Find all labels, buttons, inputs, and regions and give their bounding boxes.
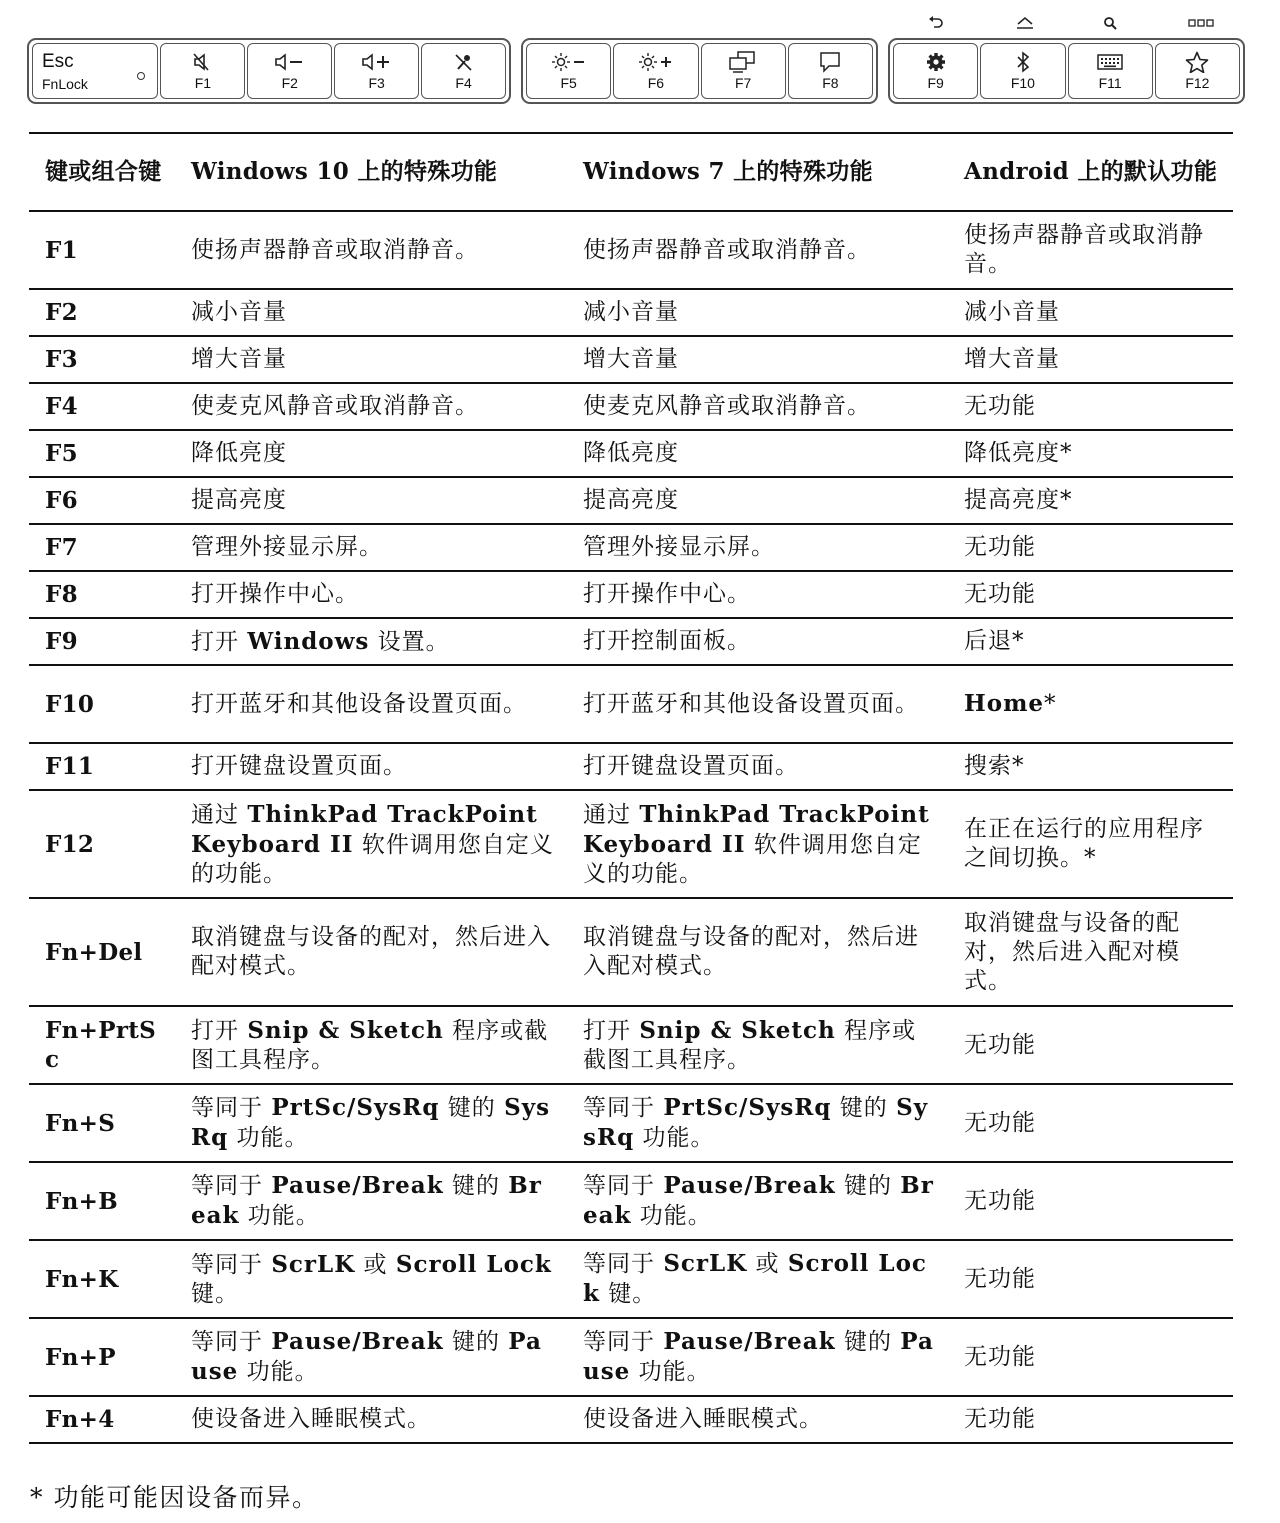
cell-key: Fn+P	[45, 1343, 116, 1371]
table-row	[29, 898, 1233, 1006]
table-row	[29, 524, 1233, 571]
cell-key: Fn+Del	[45, 938, 143, 966]
cell-win7: 使麦克风静音或取消静音。	[583, 393, 871, 419]
table-row	[29, 289, 1233, 336]
f8-key	[788, 43, 873, 99]
star-icon	[1185, 50, 1209, 74]
cell-win10: 等同于 Pause/Break 键的 Pause 功能。	[191, 1328, 542, 1385]
fnlock-indicator-light	[137, 72, 145, 80]
cell-android: 增大音量	[964, 346, 1060, 372]
cell-win7: 提高亮度	[583, 487, 679, 513]
f10-key	[980, 43, 1065, 99]
cell-win10: 降低亮度	[191, 440, 287, 466]
table-body	[29, 211, 1233, 1443]
f6-key-label: F6	[647, 75, 665, 91]
home-icon	[1010, 14, 1040, 32]
cell-android: 无功能	[964, 393, 1036, 419]
brightness-down-icon	[552, 50, 586, 74]
table-row	[29, 1006, 1233, 1084]
cell-android: 无功能	[964, 534, 1036, 560]
cell-win10: 打开 Windows 设置。	[191, 627, 450, 655]
cell-key: F4	[45, 393, 78, 420]
cell-win10: 管理外接显示屏。	[191, 534, 383, 560]
f7-key	[701, 43, 786, 99]
cell-android: 在正在运行的应用程序之间切换。*	[964, 816, 1204, 871]
esc-fnlock-key	[32, 43, 158, 99]
cell-win7: 等同于 ScrLK 或 Scroll Lock 键。	[583, 1250, 927, 1307]
cell-win7: 打开 Snip & Sketch 程序或截图工具程序。	[583, 1016, 917, 1073]
cell-android: 取消键盘与设备的配对，然后进入配对模式。	[964, 909, 1180, 994]
table-row	[29, 790, 1233, 898]
key-group-2	[521, 38, 878, 104]
f11-key-label: F11	[1098, 75, 1122, 91]
cell-win7: 打开蓝牙和其他设备设置页面。	[583, 690, 919, 717]
cell-win7: 减小音量	[583, 299, 679, 325]
cell-win7: 等同于 PrtSc/SysRq 键的 SysRq 功能。	[583, 1094, 929, 1151]
table-row	[29, 1318, 1233, 1396]
f3-key-label: F3	[368, 75, 385, 91]
cell-win7: 通过 ThinkPad TrackPoint Keyboard II 软件调用您自定义的功能。	[583, 800, 930, 887]
cell-win10: 提高亮度	[191, 487, 287, 513]
cell-android: 降低亮度*	[964, 440, 1073, 466]
keyboard-icon	[1097, 50, 1123, 74]
f6-key	[613, 43, 698, 99]
function-key-table	[29, 132, 1233, 1444]
volume-down-icon	[274, 50, 306, 74]
table-row	[29, 336, 1233, 383]
cell-key: Fn+PrtSc	[45, 1017, 157, 1073]
bluetooth-icon	[1016, 50, 1030, 74]
cell-android: 无功能	[964, 1265, 1036, 1292]
cell-win10: 取消键盘与设备的配对，然后进入配对模式。	[191, 924, 551, 979]
cell-android: 无功能	[964, 1031, 1036, 1058]
fnlock-key-label: FnLock	[42, 76, 88, 92]
header-win7: Windows 7 上的特殊功能	[583, 158, 873, 185]
table-row	[29, 1162, 1233, 1240]
f7-key-label: F7	[734, 75, 752, 91]
cell-key: F1	[45, 236, 78, 264]
table-row	[29, 1396, 1233, 1443]
cell-android: 后退*	[964, 628, 1025, 654]
cell-win10: 使扬声器静音或取消静音。	[191, 236, 479, 263]
cell-key: F10	[45, 690, 95, 718]
settings-gear-icon	[925, 50, 947, 74]
speaker-mute-icon	[192, 50, 214, 74]
table-header-row	[29, 133, 1233, 211]
header-android: Android 上的默认功能	[964, 158, 1218, 185]
f12-key	[1155, 43, 1240, 99]
table-row	[29, 477, 1233, 524]
table-row	[29, 1084, 1233, 1162]
search-icon	[1095, 14, 1125, 32]
cell-android: 无功能	[964, 1406, 1036, 1432]
key-group-3	[888, 38, 1245, 104]
table-row	[29, 383, 1233, 430]
cell-win7: 使扬声器静音或取消静音。	[583, 236, 871, 263]
cell-key: F7	[45, 534, 78, 561]
cell-win10: 等同于 PrtSc/SysRq 键的 SysRq 功能。	[191, 1094, 551, 1151]
cell-key: F6	[45, 487, 78, 514]
cell-win10: 使麦克风静音或取消静音。	[191, 393, 479, 419]
cell-win7: 打开操作中心。	[583, 581, 751, 607]
cell-android: 无功能	[964, 1109, 1036, 1136]
table-row	[29, 571, 1233, 618]
f1-key	[160, 43, 245, 99]
cell-win10: 增大音量	[191, 346, 287, 372]
cell-android: 无功能	[964, 1187, 1036, 1214]
cell-win7: 等同于 Pause/Break 键的 Pause 功能。	[583, 1328, 934, 1385]
back-arrow-icon	[921, 14, 951, 32]
cell-android: Home*	[964, 690, 1057, 717]
mic-mute-icon	[453, 50, 475, 74]
volume-up-icon	[361, 50, 393, 74]
cell-key: Fn+K	[45, 1265, 119, 1293]
recent-apps-icon	[1186, 14, 1216, 32]
esc-key-label: Esc	[42, 51, 74, 72]
cell-android: 搜索*	[964, 753, 1025, 779]
f5-key	[526, 43, 611, 99]
cell-win7: 管理外接显示屏。	[583, 534, 775, 560]
footnote: * 功能可能因设备而异。	[30, 1483, 319, 1512]
cell-win10: 打开蓝牙和其他设备设置页面。	[191, 690, 527, 717]
cell-android: 提高亮度*	[964, 487, 1073, 513]
table-row	[29, 1240, 1233, 1318]
cell-win10: 减小音量	[191, 299, 287, 325]
table-row	[29, 618, 1233, 665]
cell-win7: 打开键盘设置页面。	[583, 753, 799, 779]
f12-key-label: F12	[1185, 75, 1210, 91]
cell-key: F8	[45, 581, 78, 608]
f8-key-label: F8	[822, 75, 839, 91]
cell-key: F11	[45, 753, 95, 780]
brightness-up-icon	[639, 50, 673, 74]
cell-win10: 打开键盘设置页面。	[191, 753, 407, 779]
cell-android: 减小音量	[964, 299, 1060, 325]
key-group-1	[27, 38, 511, 104]
header-key: 键或组合键	[45, 158, 162, 185]
cell-win7: 取消键盘与设备的配对，然后进入配对模式。	[583, 924, 919, 979]
f1-key-label: F1	[194, 75, 212, 91]
display-switch-icon	[728, 50, 758, 74]
cell-win7: 降低亮度	[583, 440, 679, 466]
table-row	[29, 665, 1233, 743]
f9-key	[893, 43, 978, 99]
cell-win10: 打开 Snip & Sketch 程序或截图工具程序。	[191, 1016, 549, 1073]
action-center-icon	[818, 50, 842, 74]
f10-key-label: F10	[1010, 75, 1035, 91]
cell-win10: 等同于 Pause/Break 键的 Break 功能。	[191, 1172, 542, 1229]
f3-key	[334, 43, 419, 99]
f9-key-label: F9	[927, 75, 944, 91]
cell-win7: 增大音量	[583, 346, 679, 372]
cell-win7: 使设备进入睡眠模式。	[583, 1406, 823, 1432]
f2-key-label: F2	[281, 75, 298, 91]
header-win10: Windows 10 上的特殊功能	[191, 158, 498, 185]
cell-key: F5	[45, 440, 78, 467]
table-row	[29, 743, 1233, 790]
cell-key: F12	[45, 830, 95, 858]
cell-win10: 使设备进入睡眠模式。	[191, 1406, 431, 1432]
cell-key: Fn+4	[45, 1406, 115, 1433]
cell-key: Fn+B	[45, 1187, 118, 1215]
f2-key	[247, 43, 332, 99]
table-row	[29, 430, 1233, 477]
f11-key	[1068, 43, 1153, 99]
cell-win10: 打开操作中心。	[191, 581, 359, 607]
f4-key	[421, 43, 506, 99]
table-row	[29, 211, 1233, 289]
cell-android: 无功能	[964, 1343, 1036, 1370]
f5-key-label: F5	[560, 75, 577, 91]
cell-key: F2	[45, 299, 78, 326]
cell-win10: 通过 ThinkPad TrackPoint Keyboard II 软件调用您自定义的功能。	[191, 800, 554, 887]
cell-key: Fn+S	[45, 1109, 116, 1137]
cell-win7: 等同于 Pause/Break 键的 Break 功能。	[583, 1172, 934, 1229]
cell-android: 无功能	[964, 581, 1036, 607]
cell-key: F9	[45, 628, 78, 655]
cell-win7: 打开控制面板。	[583, 628, 751, 654]
f4-key-label: F4	[455, 75, 472, 91]
cell-android: 使扬声器静音或取消静音。	[964, 222, 1204, 277]
cell-key: F3	[45, 346, 78, 373]
cell-win10: 等同于 ScrLK 或 Scroll Lock 键。	[191, 1250, 552, 1307]
